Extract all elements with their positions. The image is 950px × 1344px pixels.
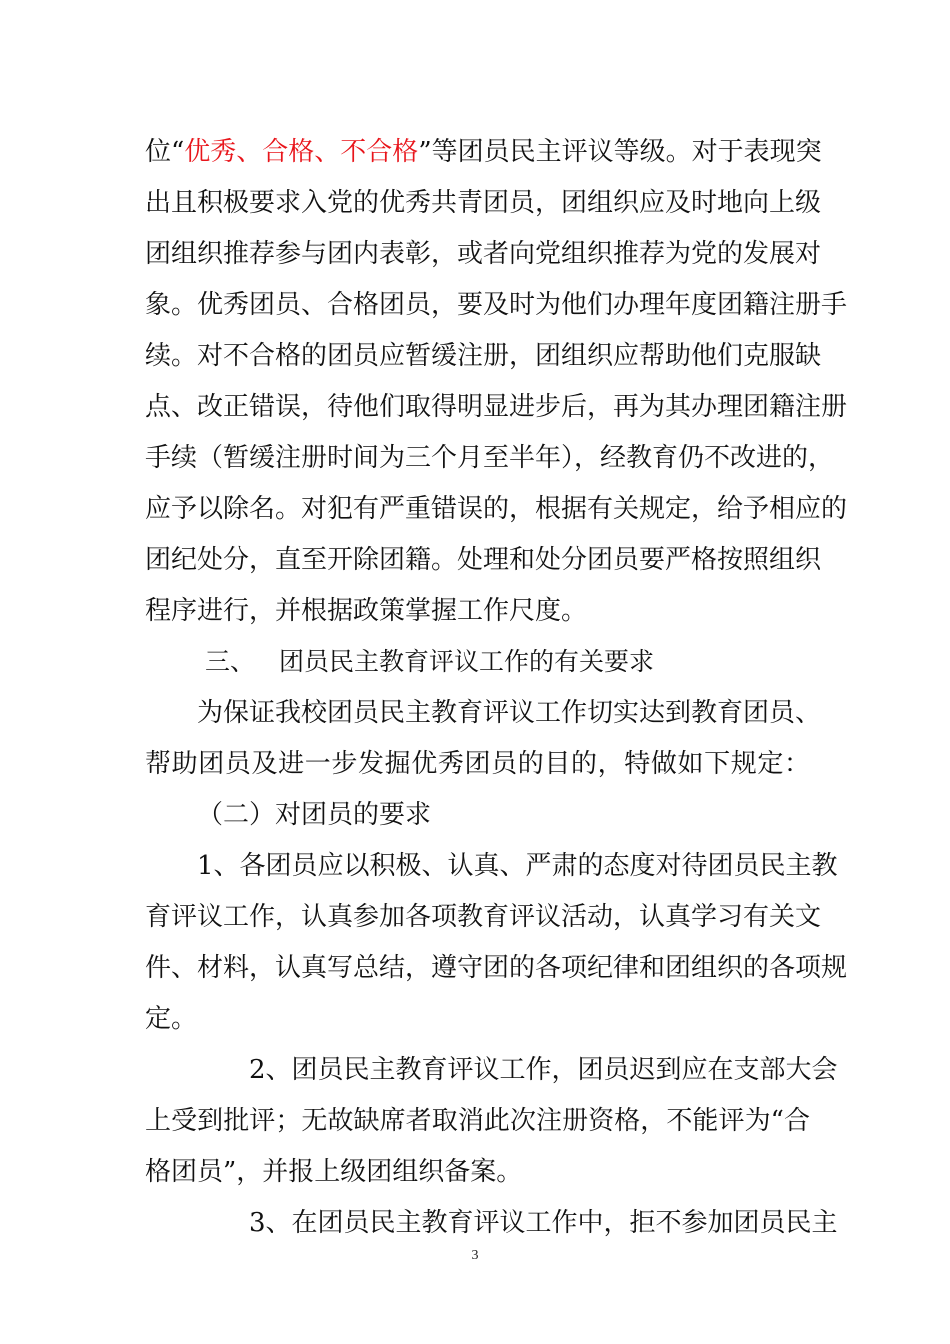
paragraph-line: 定。 [145,1004,198,1034]
paragraph-line: 格团员”，并报上级团组织备案。 [145,1157,523,1187]
section-heading [145,646,810,678]
paragraph-line: 帮助团员及进一步发掘优秀团员的目的，特做如下规定： [145,749,810,779]
paragraph-line: 育评议工作，认真参加各项教育评议活动，认真学习有关文 [145,902,822,932]
paragraph-line [145,136,822,168]
paragraph-line: 点、改正错误，待他们取得明显进步后，再为其办理团籍注册 [145,392,848,422]
paragraph-line: 上受到批评；无故缺席者取消此次注册资格，不能评为“合 [145,1106,810,1136]
paragraph-line: 手续（暂缓注册时间为三个月至半年），经教育仍不改进的， [145,443,835,473]
paragraph-line: 1、各团员应以积极、认真、严肃的态度对待团员民主教 [197,851,838,881]
paragraph-line: 团组织推荐参与团内表彰，或者向党组织推荐为党的发展对 [145,239,822,269]
text-span: 位“ [145,137,185,167]
section-number: 三、 [205,647,256,676]
paragraph-line: 2、团员民主教育评议工作，团员迟到应在支部大会 [249,1055,838,1085]
subheading: （二）对团员的要求 [197,800,432,830]
highlighted-text: 优秀、合格、不合格 [184,137,419,167]
paragraph-line: 程序进行，并根据政策掌握工作尺度。 [145,596,588,626]
paragraph-line: 为保证我校团员民主教育评议工作切实达到教育团员、 [197,698,822,728]
paragraph-line: 出且积极要求入党的优秀共青团员，团组织应及时地向上级 [145,188,822,218]
text-span: ”等团员民主评议等级。对于表现突 [418,137,822,167]
page-number: 3 [471,1248,479,1263]
paragraph-line: 应予以除名。对犯有严重错误的，根据有关规定，给予相应的 [145,494,848,524]
paragraph-line: 3、在团员民主教育评议工作中，拒不参加团员民主 [249,1208,838,1238]
paragraph-line: 续。对不合格的团员应暂缓注册，团组织应帮助他们克服缺 [145,341,822,371]
paragraph-line: 象。优秀团员、合格团员，要及时为他们办理年度团籍注册手 [145,290,848,320]
paragraph-line: 团纪处分，直至开除团籍。处理和处分团员要严格按照组织 [145,545,822,575]
paragraph-line: 件、材料，认真写总结，遵守团的各项纪律和团组织的各项规 [145,953,848,983]
section-title: 团员民主教育评议工作的有关要求 [279,647,655,676]
